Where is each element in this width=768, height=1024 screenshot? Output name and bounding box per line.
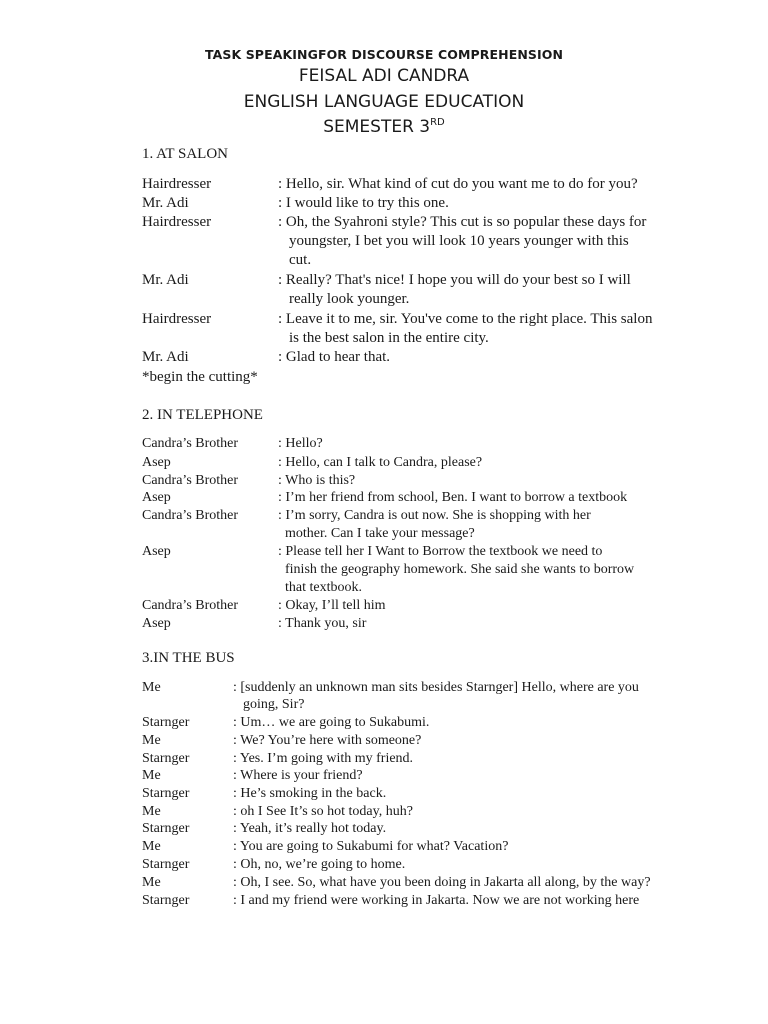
speaker-label: Asep [142,490,171,505]
dialogue-text: : Oh, the Syahroni style? This cut is so popular these days for [278,214,647,230]
dialogue-text: : oh I See It’s so hot today, huh? [233,804,413,819]
dialogue-text: : Okay, I’ll tell him [278,598,386,613]
dialogue-text: really look younger. [289,291,410,307]
dialogue-text: : [suddenly an unknown man sits besides Starnger] Hello, where are you [233,680,639,695]
semester [0,117,768,137]
section-title-telephone: 2. IN TELEPHONE [142,407,263,423]
dialogue-text: youngster, I bet you will look 10 years younger with this [289,233,629,249]
dialogue-text: : Who is this? [278,473,356,488]
dialogue-text: that textbook. [285,580,362,595]
dialogue-text: : We? You’re here with someone? [233,733,422,748]
semester-text: SEMESTER 3 [323,117,431,137]
speaker-label: *begin the cutting* [142,369,258,385]
dialogue-text: : Really? That's nice! I hope you will do your best so I will [278,272,631,288]
speaker-label: Me [142,839,161,854]
speaker-label: Candra’s Brother [142,473,239,488]
speaker-label: Hairdresser [142,214,212,230]
speaker-label: Me [142,733,161,748]
dialogue-text: : I’m her friend from school, Ben. I want to borrow a textbook [278,490,628,505]
section-title-bus: 3.IN THE BUS [142,650,235,666]
speaker-label: Candra’s Brother [142,508,239,523]
dialogue-text: : Hello? [278,436,323,451]
dialogue-text: : Please tell her I Want to Borrow the textbook we need to [278,544,603,559]
speaker-label: Me [142,680,161,695]
dialogue-text: : Yes. I’m going with my friend. [233,751,414,766]
dialogue-text: : Glad to hear that. [278,349,391,365]
section-title-salon: 1. AT SALON [142,146,228,162]
dialogue-text: : I and my friend were working in Jakarta. Now we are not working here [233,893,640,908]
semester-superscript: RD [430,117,445,128]
speaker-label: Candra’s Brother [142,436,239,451]
dialogue-text: : Leave it to me, sir. You've come to the right place. This salon [278,311,653,327]
dialogue-text: finish the geography homework. She said she wants to borrow [285,562,635,577]
speaker-label: Asep [142,455,171,470]
dialogue-text: : He’s smoking in the back. [233,786,387,801]
speaker-label: Starnger [142,786,190,801]
speaker-label: Hairdresser [142,311,212,327]
speaker-label: Me [142,768,161,783]
dialogue-text: mother. Can I take your message? [285,526,475,541]
dialogue-text: : I would like to try this one. [278,195,449,211]
speaker-label: Starnger [142,751,190,766]
speaker-label: Mr. Adi [142,272,189,288]
dialogue-text: : I’m sorry, Candra is out now. She is shopping with her [278,508,591,523]
dialogue-text: : Um… we are going to Sukabumi. [233,715,430,730]
dialogue-text: cut. [289,252,312,268]
speaker-label: Asep [142,616,171,631]
speaker-label: Asep [142,544,171,559]
speaker-label: Starnger [142,857,190,872]
task-title: TASK SPEAKINGFOR DISCOURSE COMPREHENSION [204,47,564,62]
dialogue-text: : You are going to Sukabumi for what? Vacation? [233,839,509,854]
speaker-label: Starnger [142,715,190,730]
dialogue-text: going, Sir? [243,697,305,712]
dialogue-text: : Hello, can I talk to Candra, please? [278,455,483,470]
dialogue-text: : Hello, sir. What kind of cut do you want me to do for you? [278,176,638,192]
dialogue-text: : Yeah, it’s really hot today. [233,821,387,836]
speaker-label: Candra’s Brother [142,598,239,613]
speaker-label: Me [142,804,161,819]
speaker-label: Me [142,875,161,890]
speaker-label: Starnger [142,893,190,908]
speaker-label: Starnger [142,821,190,836]
dialogue-text: is the best salon in the entire city. [289,330,489,346]
speaker-label: Mr. Adi [142,349,189,365]
dialogue-text: : Thank you, sir [278,616,367,631]
dialogue-text: : Oh, I see. So, what have you been doing in Jakarta all along, by the way? [233,875,651,890]
speaker-label: Hairdresser [142,176,212,192]
speaker-label: Mr. Adi [142,195,189,211]
author-name: FEISAL ADI CANDRA [298,66,470,86]
department: ENGLISH LANGUAGE EDUCATION [243,92,525,112]
dialogue-text: : Oh, no, we’re going to home. [233,857,406,872]
dialogue-text: : Where is your friend? [233,768,363,783]
